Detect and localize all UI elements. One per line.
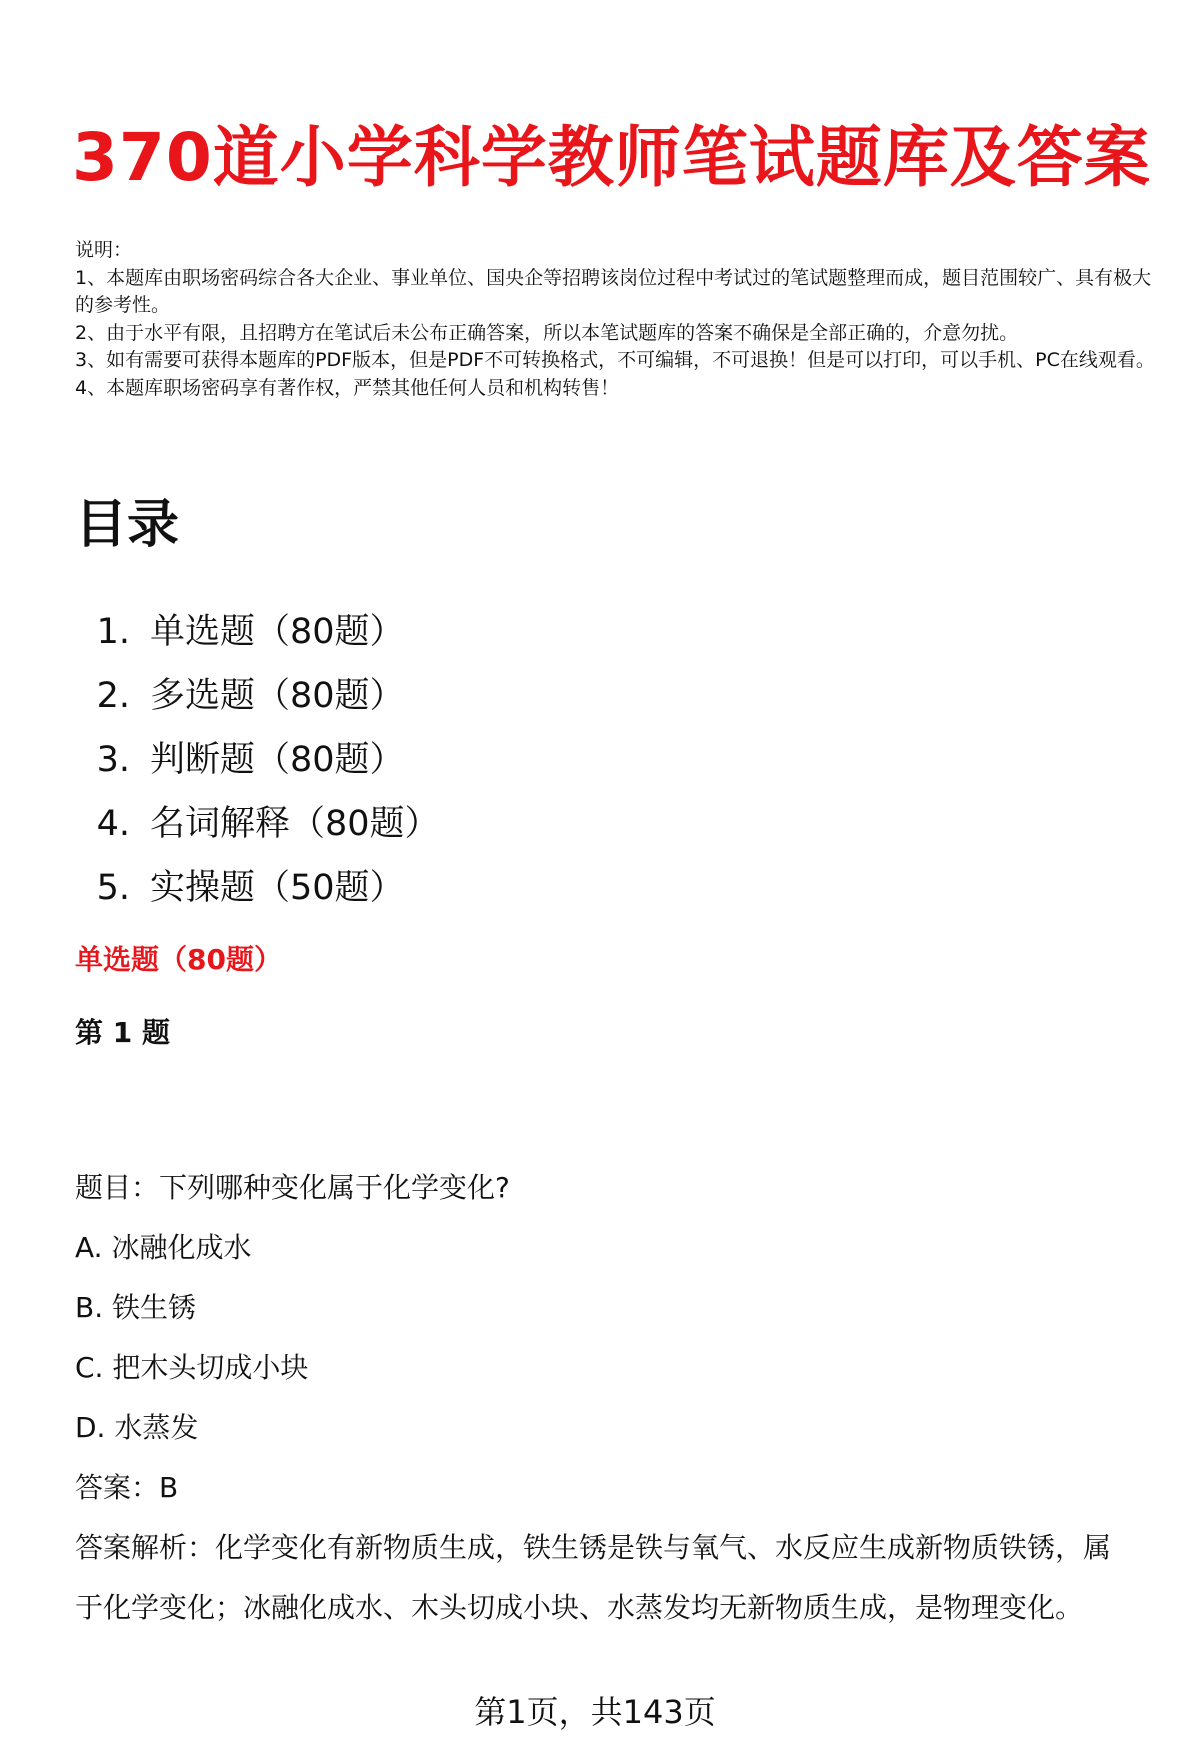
toc-item-label: 单选题（80题） bbox=[150, 612, 405, 652]
toc-item[interactable] bbox=[75, 856, 440, 920]
question-option: D. 水蒸发 bbox=[75, 1411, 199, 1444]
question-number: 第 1 题 bbox=[75, 1016, 170, 1049]
toc-heading: 目录 bbox=[75, 495, 180, 555]
toc-item-label: 实操题（50题） bbox=[150, 868, 405, 908]
section-heading: 单选题（80题） bbox=[75, 943, 282, 976]
question-option: C. 把木头切成小块 bbox=[75, 1351, 309, 1384]
toc-item-number: 5. bbox=[96, 868, 130, 908]
question-stem: 题目：下列哪种变化属于化学变化? bbox=[75, 1171, 510, 1204]
notes-item: 2、由于水平有限，且招聘方在笔试后未公布正确答案，所以本笔试题库的答案不确保是全部正确的，介意勿扰。 bbox=[75, 321, 1019, 344]
question-option: B. 铁生锈 bbox=[75, 1291, 197, 1324]
toc-item-label: 名词解释（80题） bbox=[150, 804, 440, 844]
question-body bbox=[75, 1158, 1135, 1638]
page-footer: 第1页，共143页 bbox=[474, 1693, 716, 1731]
toc-item-number: 2. bbox=[96, 676, 130, 716]
toc-item[interactable] bbox=[75, 792, 440, 856]
toc-item[interactable] bbox=[75, 664, 440, 728]
question-analysis: 答案解析：化学变化有新物质生成，铁生锈是铁与氧气、水反应生成新物质铁锈，属于化学变化；冰融化成水、木头切成小块、水蒸发均无新物质生成，是物理变化。 bbox=[75, 1531, 1112, 1624]
notes-item: 1、本题库由职场密码综合各大企业、事业单位、国央企等招聘该岗位过程中考试过的笔试题整理而成，题目范围较广、具有极大的参考性。 bbox=[75, 266, 1152, 316]
toc-list bbox=[75, 600, 440, 920]
toc-item-number: 3. bbox=[96, 740, 130, 780]
toc-item[interactable] bbox=[75, 728, 440, 792]
notes-heading: 说明： bbox=[75, 239, 133, 261]
notes-item: 3、如有需要可获得本题库的PDF版本，但是PDF不可转换格式，不可编辑，不可退换！但是可以打印，可以手机、PC在线观看。 bbox=[75, 349, 1155, 371]
toc-item-number: 4. bbox=[96, 804, 130, 844]
toc-item-number: 1. bbox=[96, 612, 130, 652]
notes-block bbox=[75, 237, 1155, 402]
question-answer: 答案：B bbox=[75, 1471, 179, 1504]
toc-item-label: 多选题（80题） bbox=[150, 676, 405, 716]
toc-item-label: 判断题（80题） bbox=[150, 740, 405, 780]
toc-item[interactable] bbox=[75, 600, 440, 664]
document-title: 370道小学科学教师笔试题库及答案 bbox=[72, 119, 1151, 196]
notes-item: 4、本题库职场密码享有著作权，严禁其他任何人员和机构转售！ bbox=[75, 376, 620, 399]
question-option: A. 冰融化成水 bbox=[75, 1231, 252, 1264]
